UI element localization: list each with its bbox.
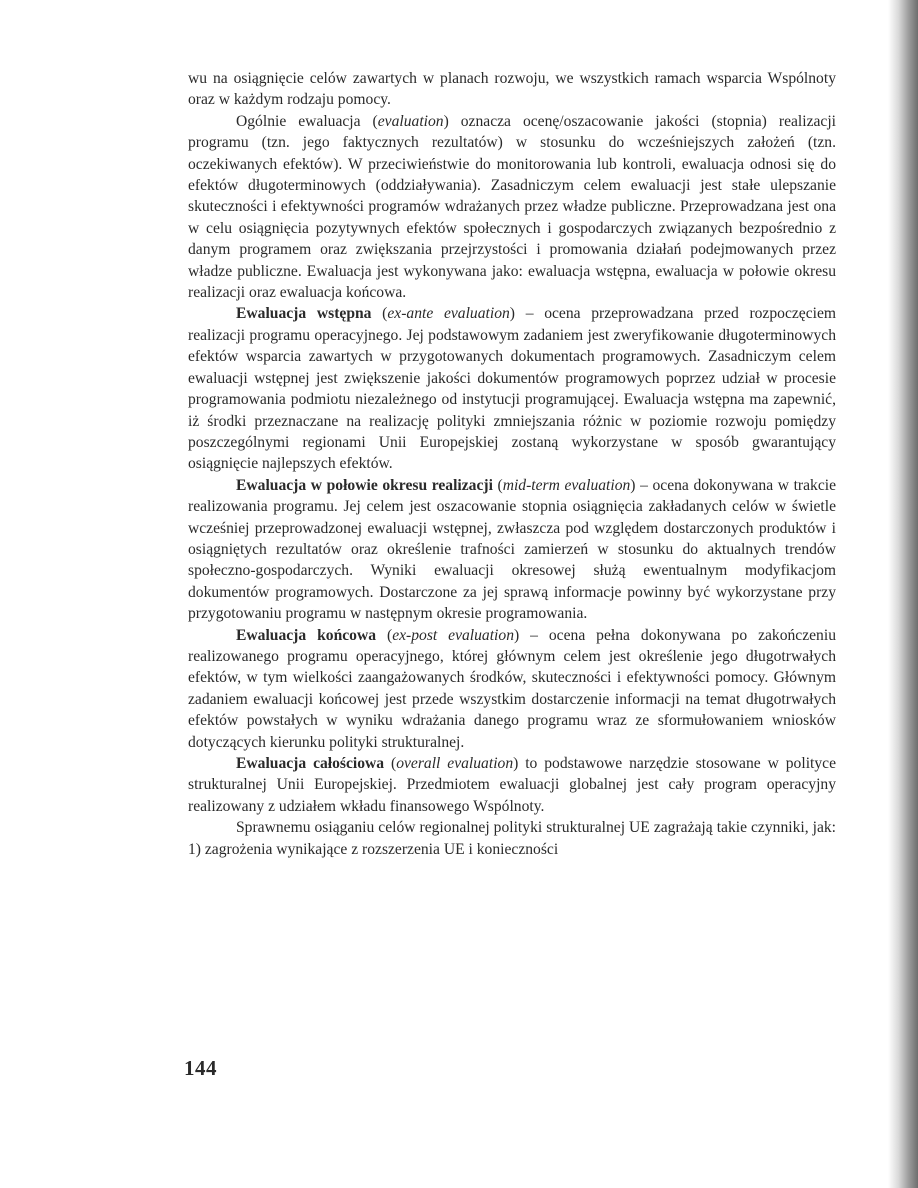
- term-heading: Ewaluacja w połowie okresu realizacji: [236, 476, 493, 494]
- term-heading: Ewaluacja wstępna: [236, 305, 372, 323]
- scan-page-edge-shadow: [888, 0, 918, 1188]
- paragraph-ex-post: Ewaluacja końcowa (ex-post evaluation) – ocena pełna dokonywana po zakończeniu realizowanego programu operacyjnego, której głównym celem jest określenie jego długotrwałych efektów, w tym wielkości zaangażowanych środków, skuteczności i efektywności pomocy. Głównym zadaniem ewaluacji końcowej jest przede wszystkim dostarczenie informacji na temat długotrwałych efektów powstałych w wyniku wdrażania danego programu wraz ze sformułowaniem wniosków dotyczących kierunku polityki strukturalnej.: [188, 626, 836, 751]
- page-number: 144: [184, 1056, 217, 1080]
- english-term: ex-ante evaluation: [387, 305, 510, 323]
- paragraph-text: ) – ocena pełna dokonywana po zakończeniu realizowanego programu operacyjnego, której głównym celem jest określenie jego długotrwałych efektów, w tym wielkości zaangażowanych środków, skuteczności i efektywności pomocy. Głównym zadaniem ewaluacji końcowej jest przede wszystkim dostarczenie informacji na temat długotrwałych efektów powstałych w wyniku wdrażania danego programu wraz ze sformułowaniem wniosków dotyczących kierunku polityki strukturalnej.: [188, 626, 836, 751]
- page-body-text: [188, 68, 836, 860]
- paragraph-text: Ogólnie ewaluacja (: [236, 112, 378, 130]
- paragraph-threats: Sprawnemu osiąganiu celów regionalnej polityki strukturalnej UE zagrażają takie czynniki, jak: 1) zagrożenia wynikające z rozszerzenia UE i konieczności: [188, 819, 836, 858]
- english-term: overall evaluation: [396, 755, 514, 772]
- paragraph-ex-ante: Ewaluacja wstępna (ex-ante evaluation) – ocena przeprowadzana przed rozpoczęciem realizacji programu operacyjnego. Jej podstawowym zadaniem jest zweryfikowanie długoterminowych efektów wsparcia zawartych w przygotowanych dokumentach programowych. Zasadniczym celem ewaluacji wstępnej jest zwiększenie jakości dokumentów programowych poprzez udział w procesie programowania podmiotu niezależnego od instytucji programującej. Ewaluacja wstępna ma zapewnić, iż środki przeznaczane na realizację polityki zmniejszania różnic w poziomie rozwoju pomiędzy poszczególnymi regionami Unii Europejskiej zostaną wykorzystane w sposób gwarantujący osiągnięcie najlepszych efektów.: [188, 305, 837, 473]
- term-heading: Ewaluacja całościowa: [236, 755, 385, 772]
- paragraph-text: ) to podstawowe narzędzie stosowane w polityce strukturalnej Unii Europejskiej. Przedmiotem ewaluacji globalnej jest cały program operacyjny realizowany z udziałem wkładu finansowego Wspólnoty.: [188, 755, 836, 815]
- paragraph-overall: Ewaluacja całościowa (overall evaluation) to podstawowe narzędzie stosowane w polityce strukturalnej Unii Europejskiej. Przedmiotem ewaluacji globalnej jest cały program operacyjny realizowany z udziałem wkładu finansowego Wspólnoty.: [188, 755, 836, 815]
- paragraph-continuation: wu na osiągnięcie celów zawartych w planach rozwoju, we wszystkich ramach wsparcia Wspólnoty oraz w każdym rodzaju pomocy.: [188, 70, 836, 109]
- paragraph-text: ) – ocena dokonywana w trakcie realizowania programu. Jej celem jest oszacowanie stopnia osiągnięcia zakładanych celów w świetle wcześniej przeprowadzonej ewaluacji wstępnej, zwłaszcza pod względem dostarczonych produktów i osiągniętych rezultatów oraz określenie trafności zamierzeń w stosunku do aktualnych trendów społeczno-gospodarczych. Wyniki ewaluacji okresowej służą ewentualnym modyfikacjom dokumentów programowych. Dostarczone za jej sprawą informacje powinny być wykorzystane przy przygotowaniu programu w następnym okresie programowania.: [188, 476, 836, 623]
- paragraph-text: ) oznacza ocenę/oszacowanie jakości (stopnia) realizacji programu (tzn. jego faktycznych rezultatów) w stosunku do wcześniejszych założeń (tzn. oczekiwanych efektów). W przeciwieństwie do monitorowania lub kontroli, ewaluacja odnosi się do efektów długoterminowych (oddziaływania). Zasadniczym celem ewaluacji jest stałe ulepszanie skuteczności i efektywności programów wdrażanych przez władze publiczne. Przeprowadzana jest ona w celu osiągnięcia pozytywnych efektów społecznych i gospodarczych związanych bezpośrednio z danym programem oraz zwiększania przejrzystości i promowania działań podejmowanych przez władze publiczne. Ewaluacja jest wykonywana jako: ewaluacja wstępna, ewaluacja w połowie okresu realizacji oraz ewaluacja końcowa.: [188, 112, 836, 302]
- paragraph-text: ) – ocena przeprowadzana przed rozpoczęciem realizacji programu operacyjnego. Jej podstawowym zadaniem jest zweryfikowanie długoterminowych efektów wsparcia zawartych w przygotowanych dokumentach programowych. Zasadniczym celem ewaluacji wstępnej jest zwiększenie jakości dokumentów programowych poprzez udział w procesie programowania podmiotu niezależnego od instytucji programującej. Ewaluacja wstępna ma zapewnić, iż środki przeznaczane na realizację polityki zmniejszania różnic w poziomie rozwoju pomiędzy poszczególnymi regionami Unii Europejskiej zostaną wykorzystane w sposób gwarantujący osiągnięcie najlepszych efektów.: [188, 305, 837, 473]
- english-term: mid-term evaluation: [502, 476, 631, 494]
- paragraph-mid-term: Ewaluacja w połowie okresu realizacji (mid-term evaluation) – ocena dokonywana w trakcie realizowania programu. Jej celem jest oszacowanie stopnia osiągnięcia zakładanych celów w świetle wcześniej przeprowadzonej ewaluacji wstępnej, zwłaszcza pod względem dostarczonych produktów i osiągniętych rezultatów oraz określenie trafności zamierzeń w stosunku do aktualnych trendów społeczno-gospodarczych. Wyniki ewaluacji okresowej służą ewentualnym modyfikacjom dokumentów programowych. Dostarczone za jej sprawą informacje powinny być wykorzystane przy przygotowaniu programu w następnym okresie programowania.: [188, 476, 836, 623]
- term-heading: Ewaluacja końcowa: [236, 626, 377, 644]
- english-term: ex-post evaluation: [392, 626, 514, 644]
- paragraph-evaluation-definition: [188, 111, 836, 304]
- english-term: evaluation: [377, 112, 444, 130]
